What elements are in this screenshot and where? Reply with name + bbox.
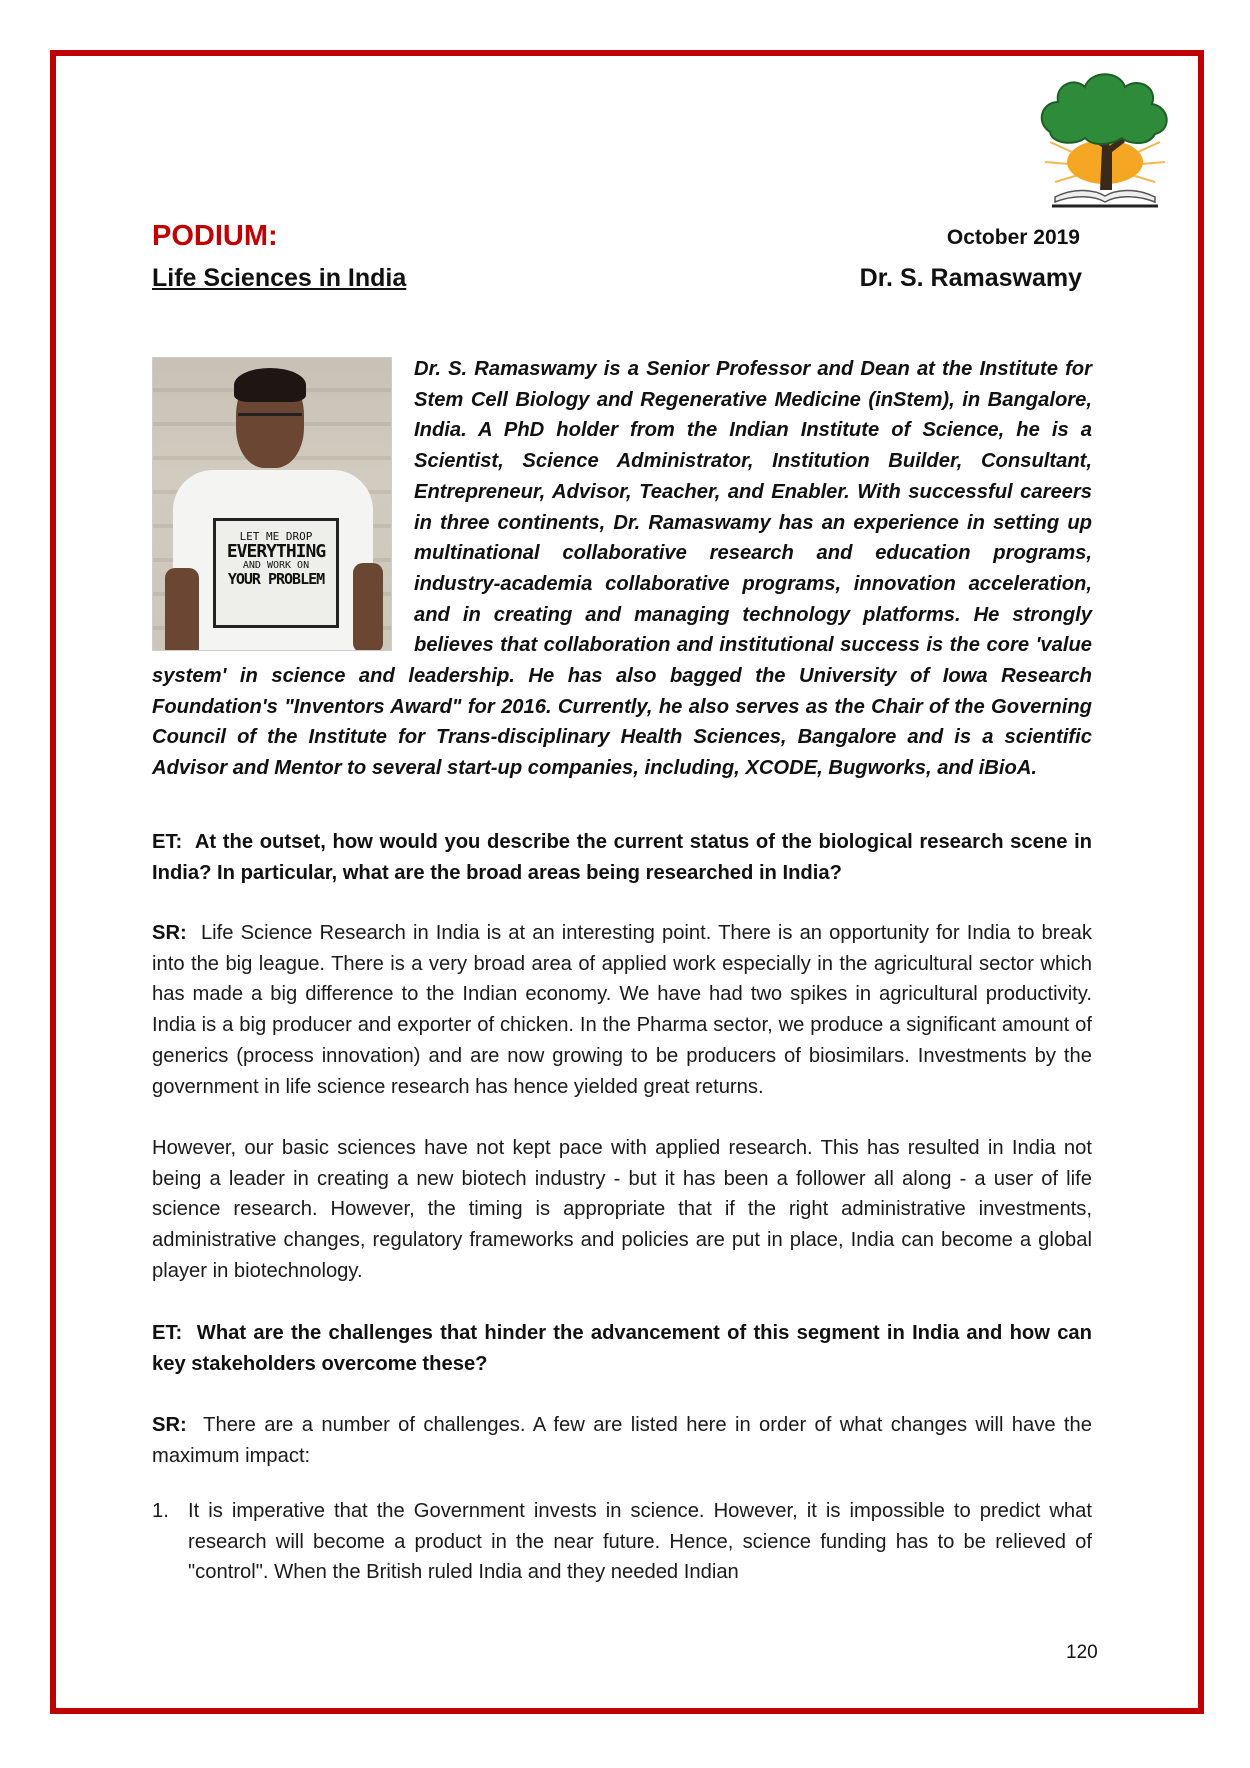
- answer-2: [152, 1410, 1092, 1471]
- answer-1-continued: [152, 1133, 1092, 1287]
- list-number: 1.: [152, 1500, 169, 1522]
- author-name: Dr. S. Ramaswamy: [859, 264, 1082, 292]
- answer-text: However, our basic sciences have not kept pace with applied research. This has resulted in India not being a leader in creating a new biotech industry - but it has been a follower all along - a user of life science research. However, the timing is appropriate that if the right administrative investments, administrative changes, regulatory frameworks and policies are put in place, India can become a global player in biotechnology.: [152, 1137, 1092, 1282]
- list-text: It is imperative that the Government invests in science. However, it is impossible to predict what research will become a product in the near future. Hence, science funding has to be relieved of "control". When the British ruled India and they needed Indian: [188, 1500, 1092, 1584]
- shirt-print: LET ME DROP EVERYTHING AND WORK ON YOUR PROBLEM: [213, 518, 339, 628]
- answer-text: Life Science Research in India is at an interesting point. There is an opportunity for India to break into the big league. There is a very broad area of applied work especially in the agricultural sector which has made a big difference to the Indian economy. We have had two spikes in agricultural productivity. India is a big producer and exporter of chicken. In the Pharma sector, we produce a significant amount of generics (process innovation) and are now growing to be producers of biosimilars. Investments by the government in life science research has hence yielded great returns.: [152, 922, 1093, 1098]
- speaker-label: ET:: [152, 831, 183, 853]
- page-number: 120: [1066, 1642, 1098, 1663]
- photo-spacer: [152, 354, 414, 654]
- challenges-list: [152, 1496, 1092, 1588]
- answer-text: There are a number of challenges. A few are listed here in order of what changes will have the maximum impact:: [152, 1414, 1092, 1467]
- question-text: What are the challenges that hinder the advancement of this segment in India and how can key stakeholders overcome these?: [152, 1322, 1092, 1375]
- author-bio: [152, 354, 1092, 784]
- section-label: PODIUM:: [152, 220, 278, 252]
- tree-book-logo-icon: [1030, 62, 1180, 212]
- answer-1: [152, 918, 1092, 1102]
- speaker-label: SR:: [152, 922, 187, 944]
- bio-text: Dr. S. Ramaswamy is a Senior Professor and Dean at the Institute for Stem Cell Biology and Regenerative Medicine (inStem), in Bangalore, India. A PhD holder from the Indian Institute of Science, he is a Scientist, Science Administrator, Institution Builder, Consultant, Entrepreneur, Advisor, Teacher, and Enabler. With successful careers in three continents, Dr. Ramaswamy has an experience in setting up multinational collaborative research and education programs, industry-academia collaborative programs, innovation acceleration, and in creating and managing technology platforms. He strongly believes that collaboration and institutional success is the core 'value system' in science and leadership. He has also bagged the University of Iowa Research Foundation's "Inventors Award" for 2016. Currently, he also serves as the Chair of the Governing Council of the Institute for Trans-disciplinary Health Sciences, Bangalore and is a scientific Advisor and Mentor to several start-up companies, including, XCODE, Bugworks, and iBioA.: [152, 358, 1092, 780]
- list-item: [152, 1496, 1092, 1588]
- speaker-label: ET:: [152, 1322, 183, 1344]
- question-text: At the outset, how would you describe the current status of the biological research scene in India? In particular, what are the broad areas being researched in India?: [152, 831, 1093, 884]
- speaker-label: SR:: [152, 1414, 187, 1436]
- question-1: [152, 827, 1092, 888]
- issue-date: October 2019: [946, 226, 1080, 249]
- question-2: [152, 1318, 1092, 1379]
- article-title: Life Sciences in India: [152, 264, 407, 292]
